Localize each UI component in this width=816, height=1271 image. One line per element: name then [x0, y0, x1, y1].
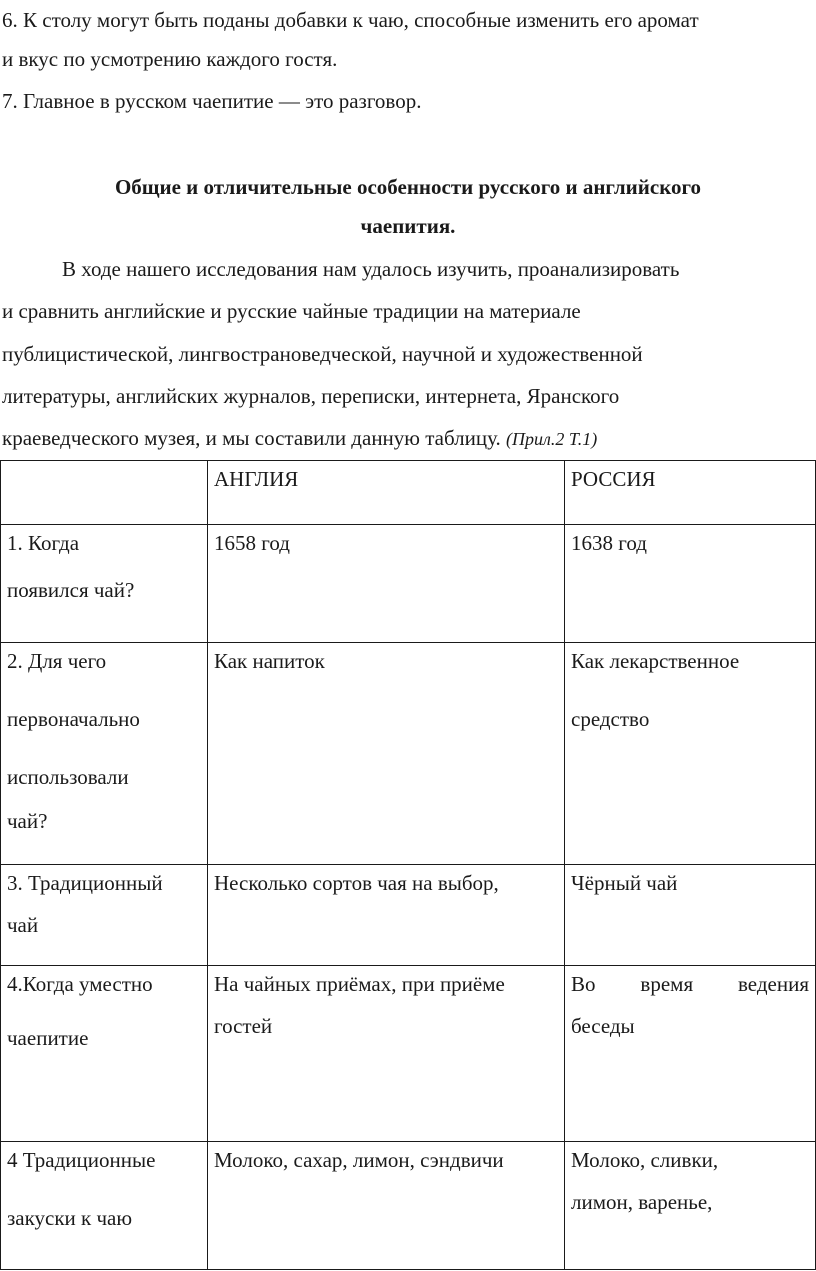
question-cell — [1, 1142, 208, 1270]
england-cell — [208, 643, 565, 865]
header-cell-russia: РОССИЯ — [565, 461, 816, 525]
cell-line: 4.Когда уместно — [7, 972, 153, 996]
cell-line: Как лекарственное — [571, 649, 740, 673]
cell-line: 1658 год — [214, 531, 290, 555]
russia-cell — [565, 865, 816, 966]
cell-line: На чайных приёмах, при приёме — [214, 972, 505, 996]
section-heading-line-1: Общие и отличительные особенности русского и английского — [114, 175, 702, 199]
question-cell — [1, 865, 208, 966]
cell-line: 1. Когда — [7, 531, 80, 555]
cell-line: чай — [7, 913, 39, 937]
question-cell — [1, 643, 208, 865]
table-row — [1, 643, 816, 865]
cell-line: чай? — [7, 809, 48, 833]
header-cell-empty — [1, 461, 208, 525]
body-line-1: В ходе нашего исследования нам удалось изучить, проанализировать — [62, 257, 680, 281]
cell-line: Чёрный чай — [571, 871, 678, 895]
england-cell — [208, 966, 565, 1142]
cell-line: Несколько сортов чая на выбор, — [214, 871, 499, 895]
body-line-5-text: краеведческого музея, и мы составили данную таблицу. — [2, 426, 501, 450]
russia-cell — [565, 643, 816, 865]
body-line-5 — [2, 426, 597, 451]
question-cell — [1, 525, 208, 643]
comparison-table — [0, 460, 816, 1270]
body-line-4: литературы, английских журналов, переписки, интернета, Яранского — [2, 384, 620, 408]
cell-line: 1638 год — [571, 531, 647, 555]
cell-line: 4 Традиционные — [7, 1148, 156, 1172]
table-row — [1, 1142, 816, 1270]
table-row — [1, 966, 816, 1142]
cell-line: средство — [571, 707, 650, 731]
russia-cell — [565, 1142, 816, 1270]
section-heading-line-2: чаепития. — [360, 214, 456, 238]
russia-cell — [565, 966, 816, 1142]
cell-line: появился чай? — [7, 578, 135, 602]
table-row — [1, 525, 816, 643]
cell-line: беседы — [571, 1014, 635, 1038]
cell-line: использовали — [7, 765, 129, 789]
cell-line: Молоко, сливки, — [571, 1148, 719, 1172]
paragraph-6-line-2: и вкус по усмотрению каждого гостя. — [2, 47, 338, 71]
table-header-row — [1, 461, 816, 525]
cell-line: 3. Традиционный — [7, 871, 163, 895]
russia-cell — [565, 525, 816, 643]
body-line-3: публицистической, лингвострановедческой, научной и художественной — [2, 342, 643, 366]
cell-line: чаепитие — [7, 1026, 89, 1050]
body-line-2: и сравнить английские и русские чайные традиции на материале — [2, 299, 581, 323]
cell-line: 2. Для чего — [7, 649, 107, 673]
cell-line: Молоко, сахар, лимон, сэндвичи — [214, 1148, 504, 1172]
header-cell-england: АНГЛИЯ — [208, 461, 565, 525]
cell-line: закуски к чаю — [7, 1206, 133, 1230]
paragraph-6-line-1: 6. К столу могут быть поданы добавки к чаю, способные изменить его аромат — [2, 8, 699, 32]
appendix-reference: (Прил.2 Т.1) — [506, 429, 598, 449]
england-cell — [208, 865, 565, 966]
cell-line: первоначально — [7, 707, 140, 731]
england-cell — [208, 1142, 565, 1270]
cell-line: Во время ведения — [571, 972, 809, 996]
table-row — [1, 865, 816, 966]
cell-line: Как напиток — [214, 649, 325, 673]
cell-line: гостей — [214, 1014, 273, 1038]
england-cell — [208, 525, 565, 643]
cell-line: лимон, варенье, — [571, 1190, 713, 1214]
question-cell — [1, 966, 208, 1142]
paragraph-7: 7. Главное в русском чаепитие — это разговор. — [2, 89, 422, 113]
